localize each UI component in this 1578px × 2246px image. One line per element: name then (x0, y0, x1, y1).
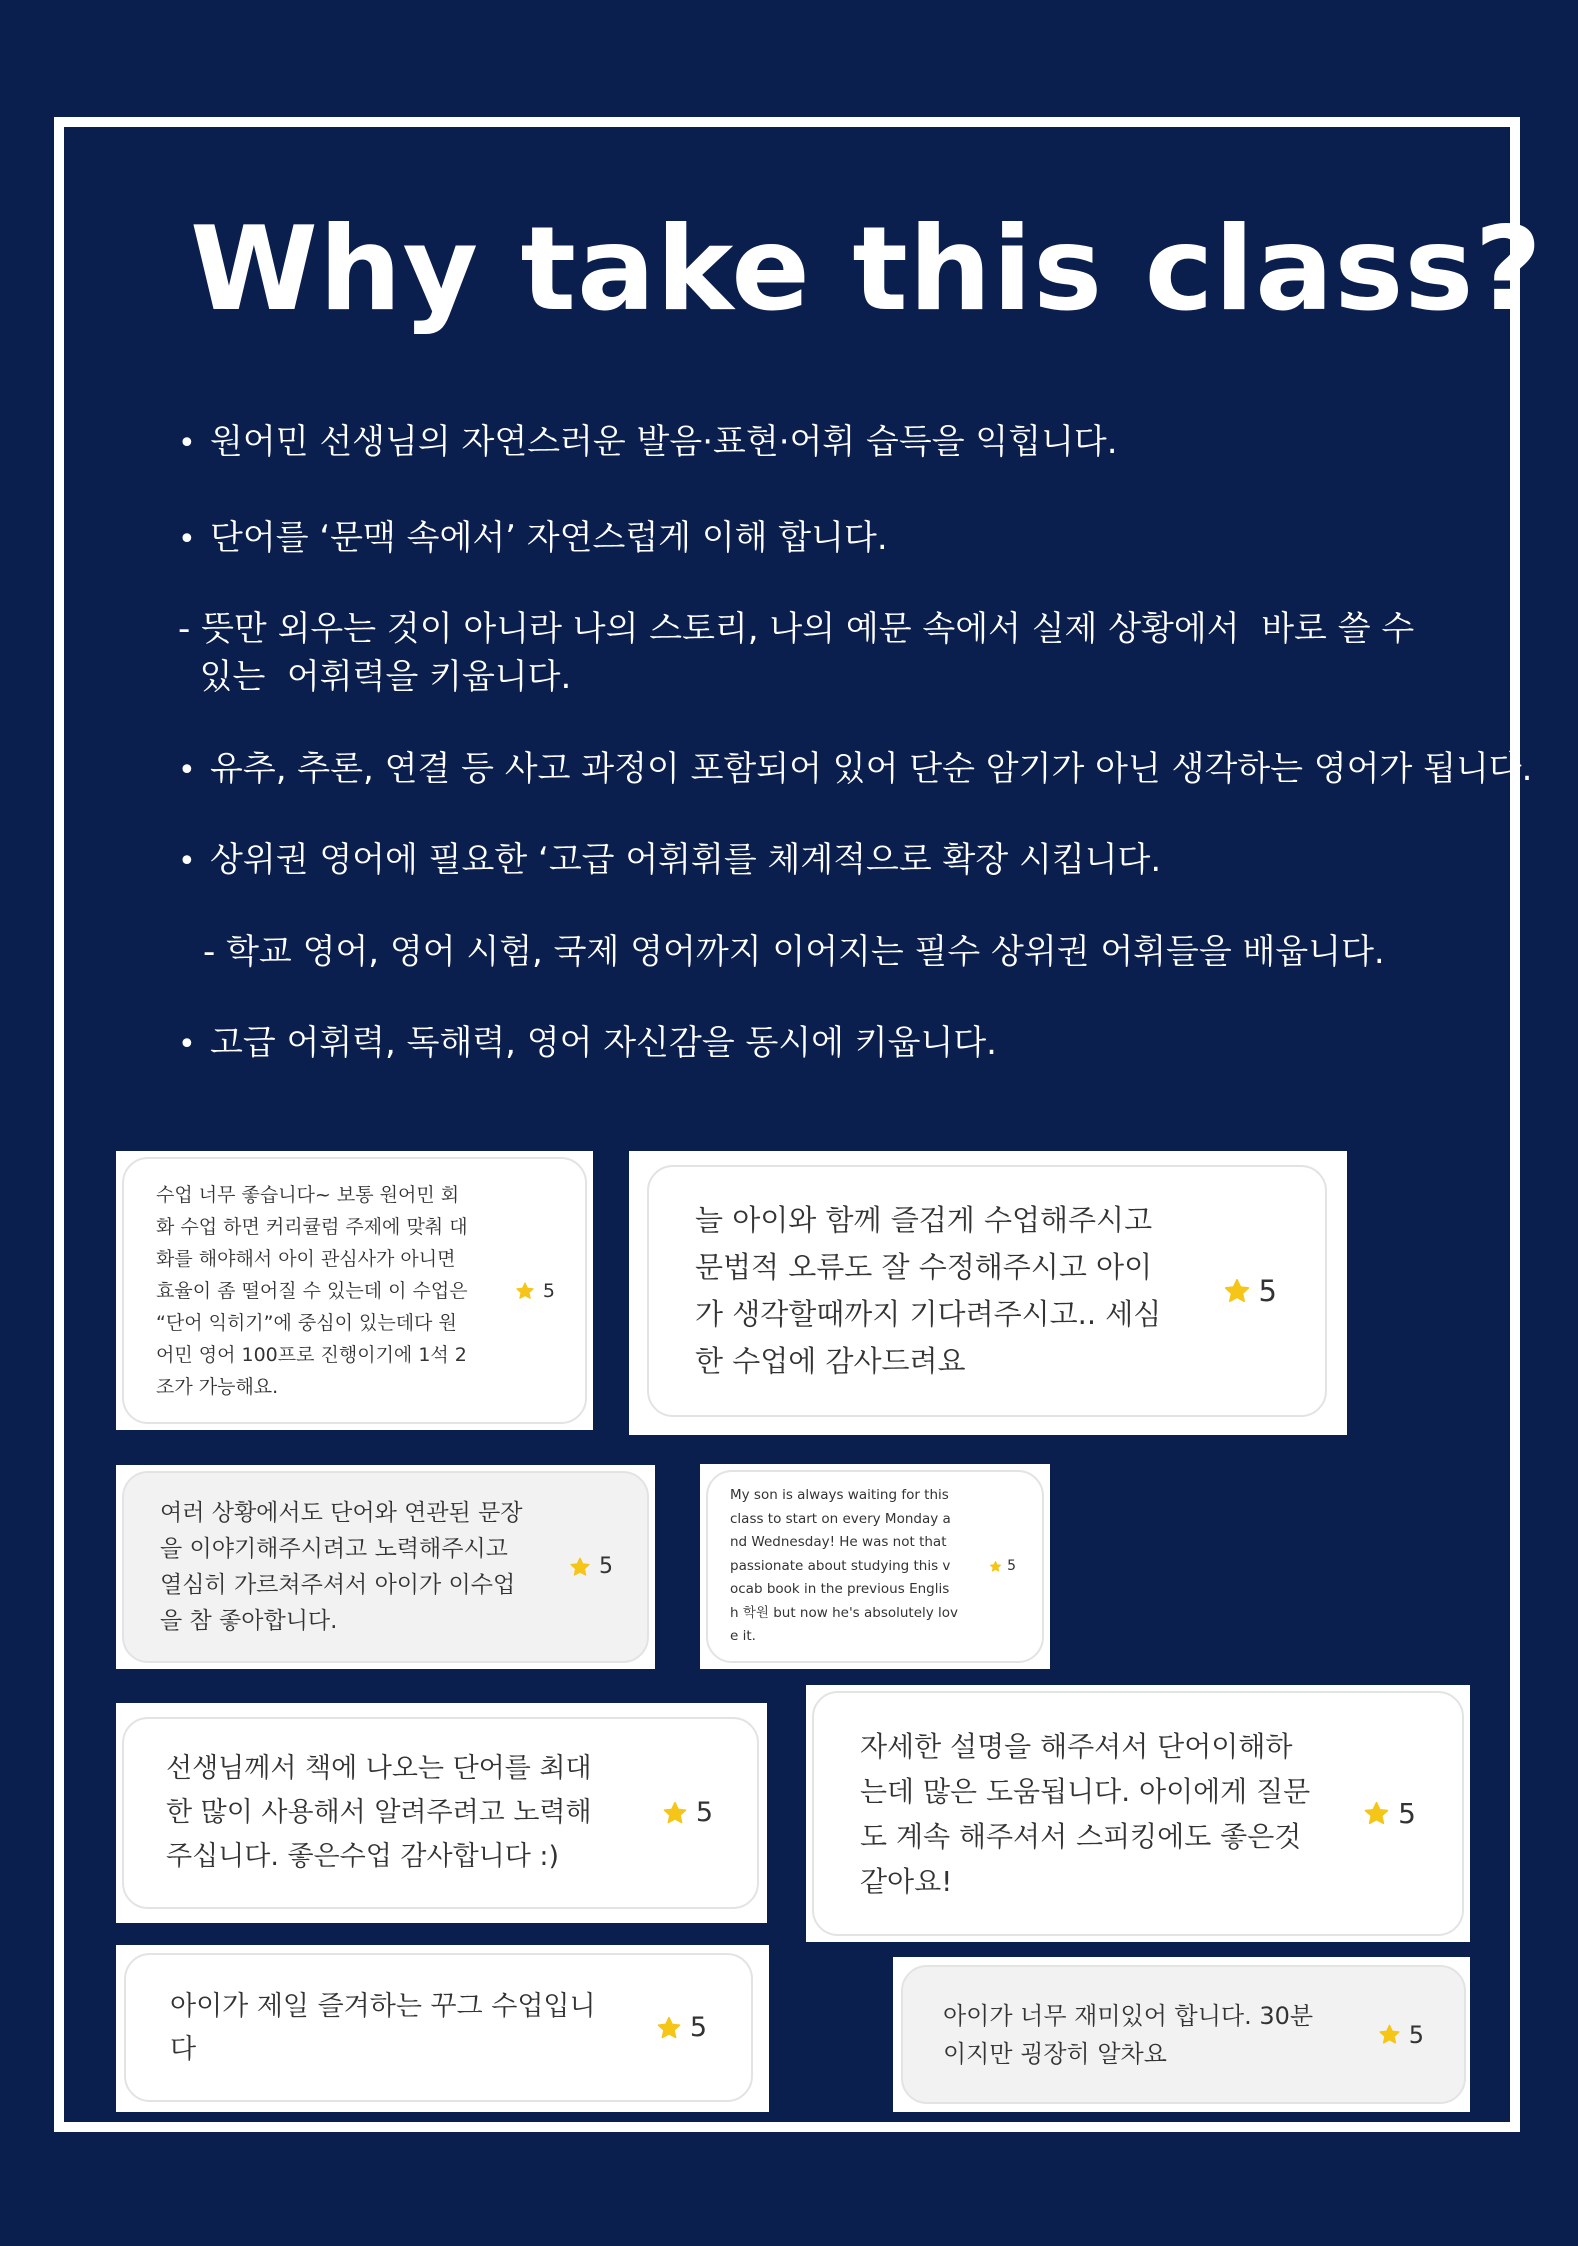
review-card-2 (647, 1165, 1327, 1417)
rating-value: 5 (542, 1279, 555, 1302)
point-pronunciation: • 원어민 선생님의 자연스러운 발음·표현·어휘 습득을 익힙니다. (178, 418, 1118, 468)
review-card-7 (124, 1953, 753, 2102)
review-text: My son is always waiting for this class to start on every Monday a nd Wednesday! He was not that passionate about studying this v ocab book in the previous Englis h 학원 but now he's absolutely lov e it. (730, 1487, 959, 1645)
review-card-4 (706, 1470, 1044, 1663)
review-rating (569, 1549, 613, 1585)
rating-value: 5 (695, 1797, 713, 1828)
star-icon (515, 1281, 535, 1301)
star-icon (989, 1560, 1002, 1573)
star-icon (662, 1800, 688, 1826)
point-context-detail: - 뜻만 외우는 것이 아니라 나의 스토리, 나의 예문 속에서 실제 상황에서 바로 쓸 수 있는 어휘력을 키웁니다. (178, 609, 1415, 697)
review-card-8 (901, 1965, 1466, 2104)
review-rating (662, 1791, 713, 1835)
star-icon (656, 2015, 682, 2041)
point-context: • 단어를 ‘문맥 속에서’ 자연스럽게 이해 합니다. (178, 514, 888, 564)
rating-value: 5 (1258, 1273, 1277, 1308)
review-text: 여러 상황에서도 단어와 연관된 문장 을 이야기해주시려고 노력해주시고 열심히 가르쳐주셔서 아이가 이수업 을 참 좋아합니다. (160, 1500, 523, 1634)
review-rating (515, 1275, 555, 1307)
rating-value: 5 (689, 2012, 707, 2043)
point-thinking: • 유추, 추론, 연결 등 사고 과정이 포함되어 있어 단순 암기가 아닌 생각하는 영어가 됩니다. (178, 745, 1532, 795)
point-advanced-vocab-detail: - 학교 영어, 영어 시험, 국제 영어까지 이어지는 필수 상위권 어휘들을 배웁니다. (203, 932, 1385, 972)
rating-value: 5 (1398, 1797, 1416, 1830)
review-text: 수업 너무 좋습니다~ 보통 원어민 회 화 수업 하면 커리큘럼 주제에 맞춰 대 화를 해야해서 아이 관심사가 아니면 효율이 좀 떨어질 수 있는데 이 수업은 “단어 익히기”에 중심이 있는데다 원 어민 영어 100프로 진행이기에 1석 2 조가 가능해요. (156, 1183, 468, 1398)
rating-value: 5 (599, 1554, 613, 1579)
star-icon (1363, 1800, 1390, 1827)
review-rating (1223, 1268, 1277, 1315)
rating-value: 5 (1408, 2020, 1424, 2049)
review-rating (1363, 1791, 1416, 1836)
review-text: 아이가 제일 즐겨하는 꾸그 수업입니 다 (170, 1990, 596, 2065)
review-text: 늘 아이와 함께 즐겁게 수업해주시고 문법적 오류도 잘 수정해주시고 아이 가 생각할때까지 기다려주시고.. 세심 한 수업에 감사드려요 (695, 1203, 1162, 1378)
review-rating (989, 1555, 1016, 1579)
review-rating (1378, 2016, 1424, 2054)
review-text: 자세한 설명을 해주셔서 단어이해하 는데 많은 도움됩니다. 아이에게 질문 도 계속 해주셔서 스피킹에도 좋은것 같아요! (860, 1729, 1311, 1898)
point-advanced-vocab: • 상위권 영어에 필요한 ‘고급 어휘휘를 체계적으로 확장 시킵니다. (178, 836, 1161, 886)
review-card-3 (122, 1471, 649, 1663)
review-text: 선생님께서 책에 나오는 단어를 최대 한 많이 사용해서 알려주려고 노력해 주십니다. 좋은수업 감사합니다 :) (166, 1753, 592, 1872)
star-icon (1223, 1277, 1251, 1305)
star-icon (569, 1556, 591, 1578)
page-title: Why take this class? (190, 202, 1543, 337)
review-text: 아이가 너무 재미있어 합니다. 30분 이지만 굉장히 알차요 (943, 2001, 1314, 2068)
review-rating (656, 2006, 707, 2049)
point-confidence: • 고급 어휘력, 독해력, 영어 자신감을 동시에 키웁니다. (178, 1019, 997, 1069)
star-icon (1378, 2023, 1401, 2046)
rating-value: 5 (1007, 1557, 1016, 1574)
review-card-1 (122, 1157, 587, 1424)
review-card-6 (812, 1691, 1464, 1936)
review-card-5 (122, 1717, 759, 1909)
